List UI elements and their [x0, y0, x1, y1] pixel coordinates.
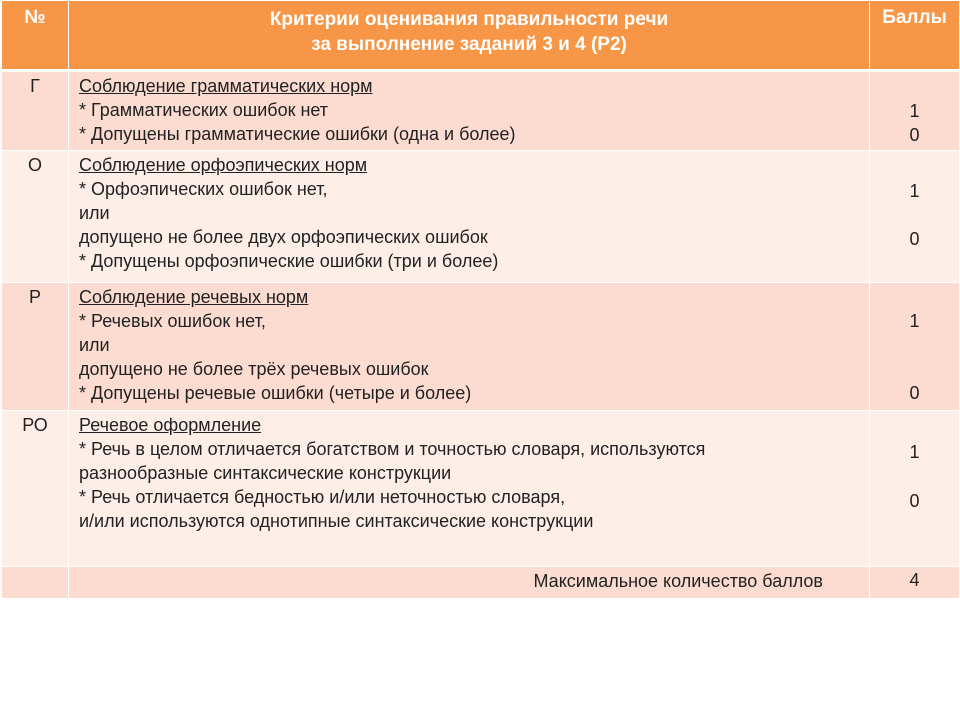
- row-line: * Грамматических ошибок нет: [79, 100, 329, 120]
- table-row: [2, 411, 960, 567]
- row-criteria: [69, 411, 870, 567]
- row-line: * Допущены грамматические ошибки (одна и более): [79, 124, 516, 144]
- row-points: [870, 283, 960, 411]
- row-criteria: [69, 283, 870, 411]
- row-line: * Допущены орфоэпические ошибки (три и более): [79, 251, 499, 271]
- row-line: допущено не более трёх речевых ошибок: [79, 359, 429, 379]
- total-label: Максимальное количество баллов: [69, 567, 870, 599]
- table-row: [2, 283, 960, 411]
- total-empty-cell: [2, 567, 69, 599]
- row-line: допущено не более двух орфоэпических ошибок: [79, 227, 488, 247]
- row-line: и/или используются однотипные синтаксические конструкции: [79, 511, 594, 531]
- row-code: О: [2, 151, 69, 283]
- row-point-min: 0: [909, 125, 920, 145]
- table-row: [2, 71, 960, 151]
- row-points: [870, 71, 960, 151]
- criteria-table: [1, 0, 960, 599]
- row-point-max: 1: [909, 442, 920, 462]
- header-criteria: [69, 1, 870, 71]
- total-value: 4: [870, 567, 960, 599]
- row-title: Соблюдение речевых норм: [79, 287, 309, 307]
- row-points: [870, 151, 960, 283]
- row-line: * Орфоэпических ошибок нет,: [79, 179, 328, 199]
- row-line: * Допущены речевые ошибки (четыре и более): [79, 383, 472, 403]
- row-point-max: 1: [909, 311, 920, 331]
- row-line: * Речь в целом отличается богатством и точностью словаря, используются: [79, 439, 706, 459]
- row-code: РО: [2, 411, 69, 567]
- header-row: [2, 1, 960, 71]
- row-title: Соблюдение грамматических норм: [79, 76, 373, 96]
- row-point-max: 1: [909, 181, 920, 201]
- row-point-max: 1: [909, 101, 920, 121]
- row-line: или: [79, 335, 110, 355]
- row-line: * Речь отличается бедностью и/или неточностью словаря,: [79, 487, 566, 507]
- row-line: разнообразные синтаксические конструкции: [79, 463, 452, 483]
- row-points: [870, 411, 960, 567]
- header-num: №: [2, 1, 69, 71]
- row-criteria: [69, 71, 870, 151]
- row-line: * Речевых ошибок нет,: [79, 311, 266, 331]
- row-code: Г: [2, 71, 69, 151]
- row-point-min: 0: [909, 383, 920, 403]
- header-criteria-line2: за выполнение заданий 3 и 4 (Р2): [311, 34, 627, 55]
- table-row: [2, 151, 960, 283]
- row-point-min: 0: [909, 491, 920, 511]
- row-title: Соблюдение орфоэпических норм: [79, 155, 368, 175]
- row-title: Речевое оформление: [79, 415, 262, 435]
- header-points: Баллы: [870, 1, 960, 71]
- row-point-min: 0: [909, 229, 920, 249]
- header-criteria-line1: Критерии оценивания правильности речи: [269, 9, 669, 30]
- row-criteria: [69, 151, 870, 283]
- row-line: или: [79, 203, 110, 223]
- total-row: [2, 567, 960, 599]
- row-code: Р: [2, 283, 69, 411]
